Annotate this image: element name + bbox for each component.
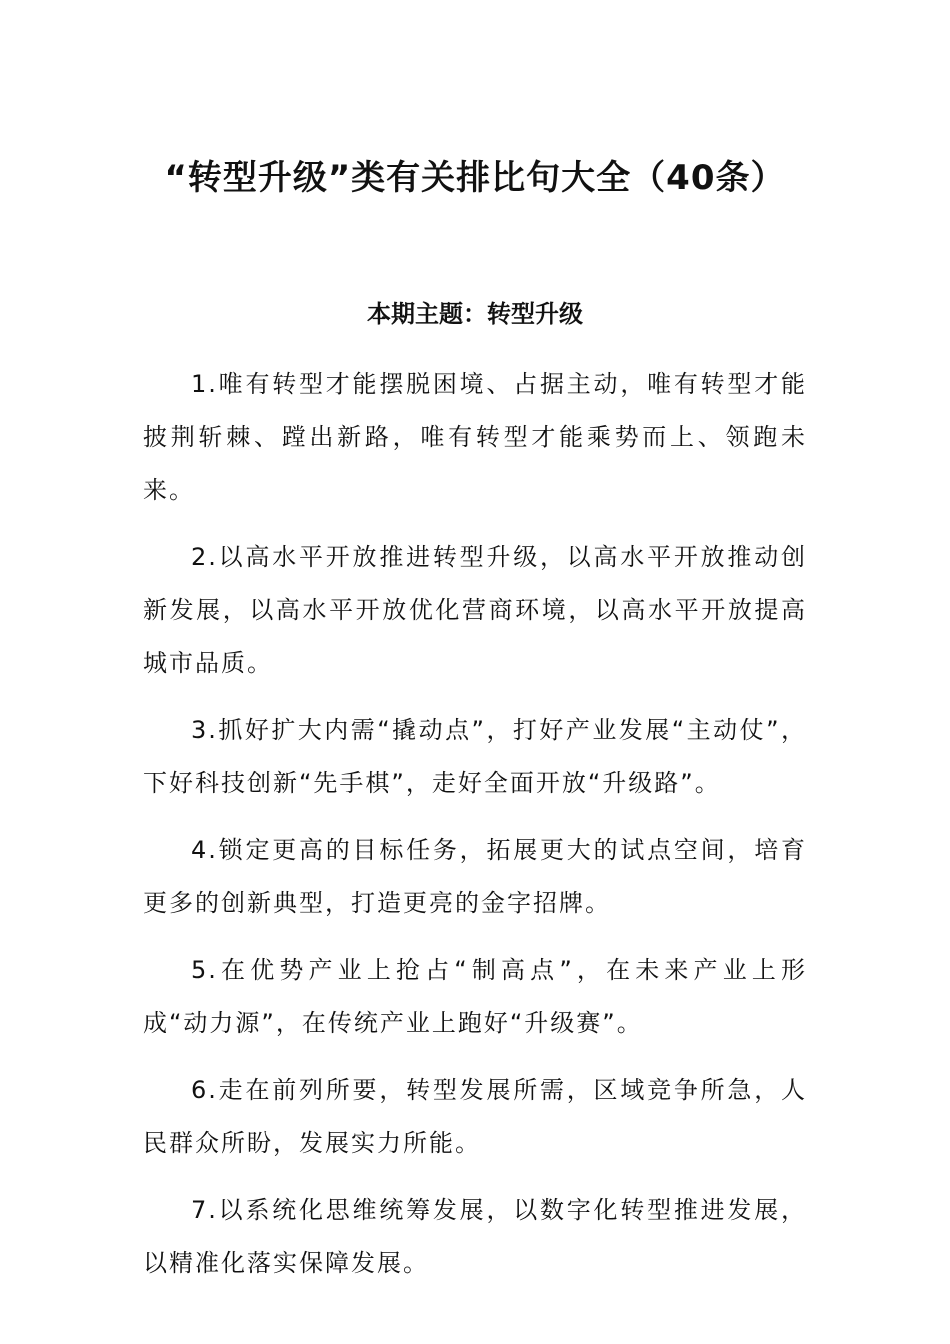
list-item: 3.抓好扩大内需“撬动点”，打好产业发展“主动仗”，下好科技创新“先手棋”，走好全面开放“升级路”。 — [143, 716, 807, 797]
list-item: 6.走在前列所要，转型发展所需，区域竞争所急，人民群众所盼，发展实力所能。 — [143, 1076, 807, 1157]
list-item: 1.唯有转型才能摆脱困境、占据主动，唯有转型才能披荆斩棘、蹚出新路，唯有转型才能乘势而上、领跑未来。 — [143, 370, 807, 504]
document-title: “转型升级”类有关排比句大全（40条） — [164, 158, 786, 198]
list-item: 7.以系统化思维统筹发展，以数字化转型推进发展，以精准化落实保障发展。 — [143, 1196, 807, 1277]
list-item: 5.在优势产业上抢占“制高点”，在未来产业上形成“动力源”，在传统产业上跑好“升级赛”。 — [143, 956, 807, 1037]
sentence-list — [143, 358, 807, 1304]
document-subtitle: 本期主题：转型升级 — [367, 300, 583, 328]
list-item: 4.锁定更高的目标任务，拓展更大的试点空间，培育更多的创新典型，打造更亮的金字招牌。 — [143, 836, 807, 917]
list-item: 2.以高水平开放推进转型升级，以高水平开放推动创新发展，以高水平开放优化营商环境，以高水平开放提高城市品质。 — [143, 543, 807, 677]
